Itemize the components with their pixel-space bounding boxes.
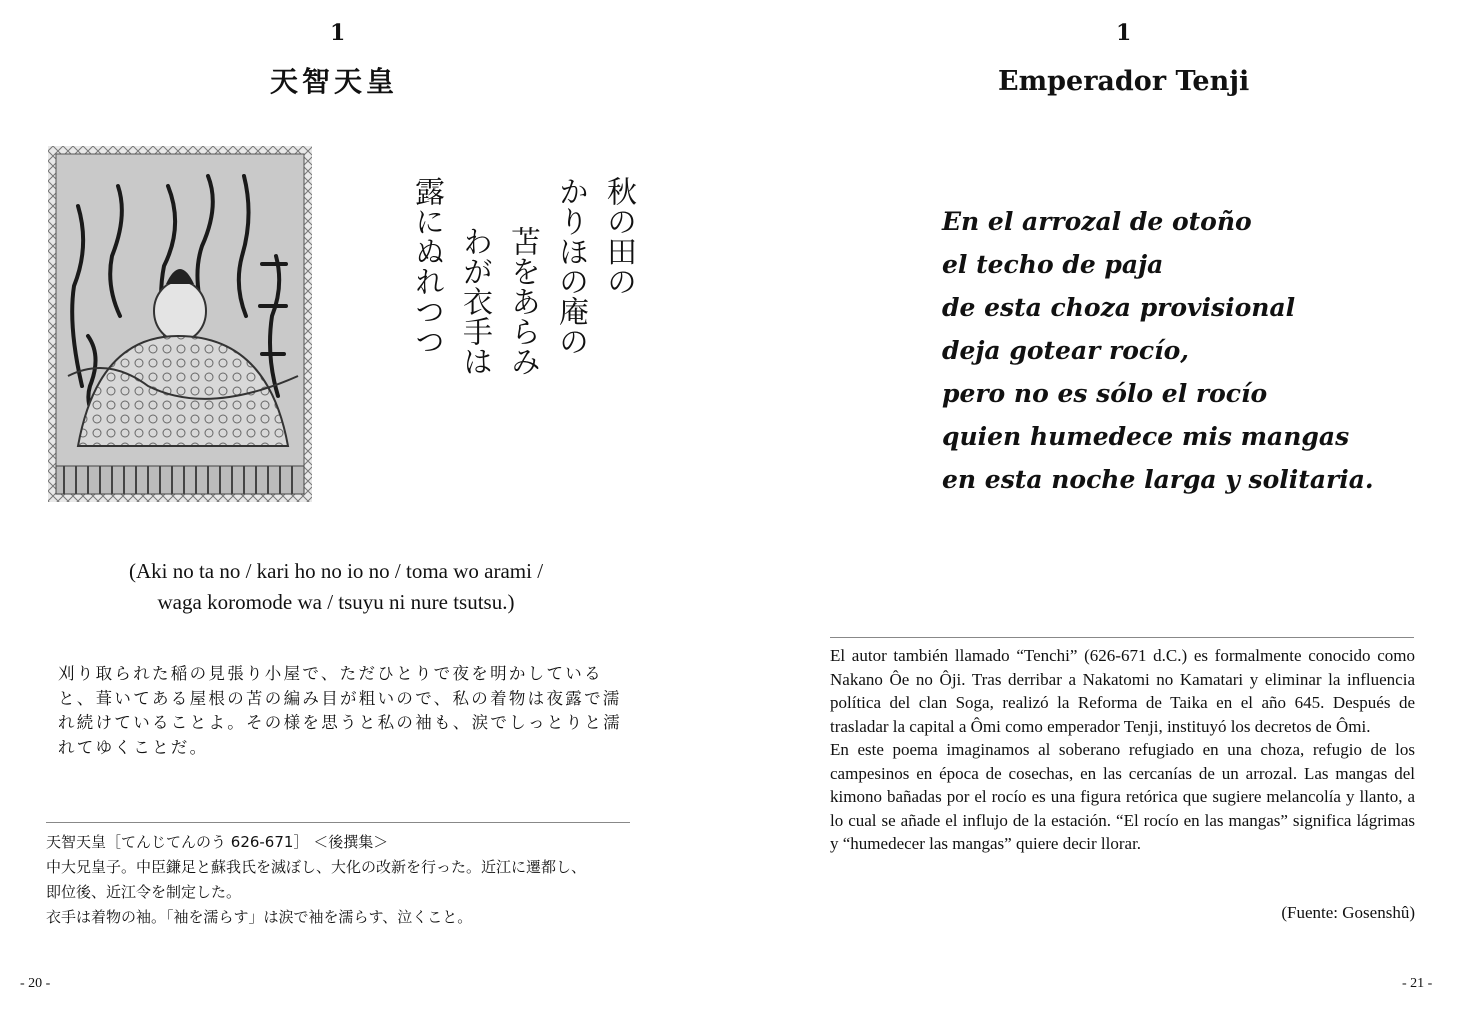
modern-japanese-translation: 刈り取られた稲の見張り小屋で、ただひとりで夜を明かしていると、葺いてある屋根の苫の編み目が粗いので、私の着物は夜露で濡れ続けていることよ。その様を思うと私の袖も、涙でしっとりと濡れてゆくことだ。 (58, 664, 622, 757)
poem-line: el techo de paja (942, 250, 1164, 279)
poem-line: en esta noche larga y solitaria. (942, 465, 1374, 494)
commentary-paragraph: En este poema imaginamos al soberano refugiado en una choza, refugio de los campesinos en época de cosechas, en las cercanías de un arrozal. Las mangas del kimono bañadas por el rocío es una figura retórica que sugiere melancolía y llanto, a lo cual se añade el influjo de la estación. “El rocío en las mangas” significa lágrimas y “humedecer las mangas” quiere decir llorar. (830, 740, 1415, 853)
waka-line: 露にぬれつつ (409, 176, 444, 356)
waka-vertical-text (372, 176, 642, 466)
page-number: - 20 - (20, 976, 51, 991)
author-notes (46, 830, 636, 930)
right-page (780, 0, 1467, 1013)
note-line: 天智天皇［てんじてんのう 626-671］ ＜後撰集＞ (46, 833, 389, 851)
poem-number: 1 (330, 20, 346, 46)
waka-line: かりほの庵の (553, 176, 588, 356)
poem-line: En el arrozal de otoño (942, 207, 1252, 236)
note-line: 衣手は着物の袖。「袖を濡らす」は涙で袖を濡らす、泣くこと。 (46, 908, 473, 926)
divider (46, 822, 630, 823)
poem-line: deja gotear rocío, (942, 336, 1189, 365)
poem-number: 1 (1116, 20, 1132, 46)
divider (830, 637, 1414, 638)
note-line: 中大兄皇子。中臣鎌足と蘇我氏を滅ぼし、大化の改新を行った。近江に遷都し、 (46, 858, 587, 876)
commentary (830, 644, 1415, 856)
spanish-author-title: Emperador Tenji (998, 66, 1250, 97)
poem-line: quien humedece mis mangas (942, 422, 1350, 451)
waka-line: 苫をあらみ (505, 226, 540, 376)
poem-line: de esta choza provisional (942, 293, 1296, 322)
page-number: - 21 - (1402, 976, 1433, 991)
romaji-line: waga koromode wa / tsuyu ni nure tsutsu.) (157, 590, 515, 614)
japanese-author-title: 天智天皇 (270, 65, 399, 98)
waka-line: 秋の田の (601, 176, 636, 296)
left-page (0, 0, 680, 1013)
author-portrait-image (48, 146, 312, 502)
commentary-paragraph: El autor también llamado “Tenchi” (626-671 d.C.) es formalmente conocido como Nakano Ôe no Ôji. Tras derribar a Nakatomi no Kamatari y eliminar la influencia política del clan Soga, realizó la Reforma de Taika en el año 645. Después de trasladar la capital a Ômi como emperador Tenji, instituyó los decretos de Ômi. (830, 646, 1415, 736)
source-citation: (Fuente: Gosenshû) (1281, 903, 1415, 922)
romaji-line: (Aki no ta no / kari ho no io no / toma wo arami / (128, 559, 544, 583)
note-line: 即位後、近江令を制定した。 (46, 883, 242, 901)
poem-line: pero no es sólo el rocío (942, 379, 1268, 408)
waka-line: わが衣手は (457, 226, 492, 376)
romaji-transliteration (46, 556, 626, 618)
spanish-poem (942, 200, 1442, 501)
